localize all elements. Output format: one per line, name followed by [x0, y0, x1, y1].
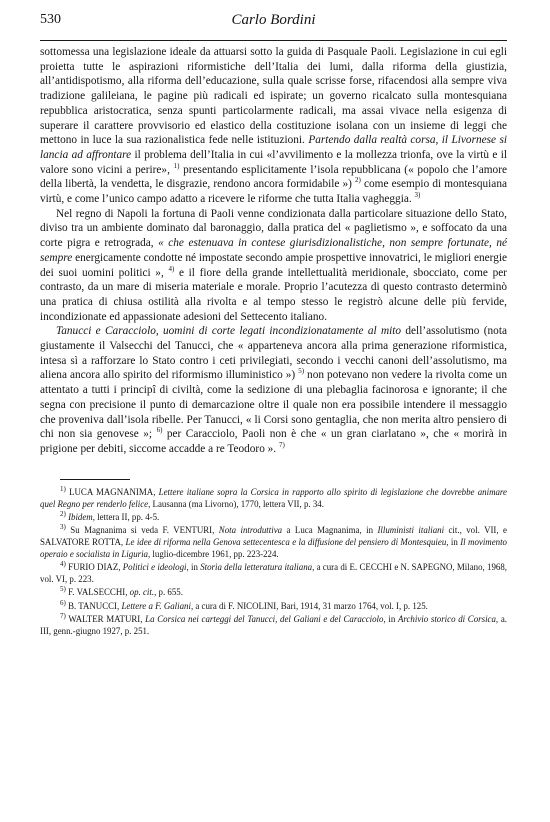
text-run: per Caracciolo, Paoli non è che « un gran ciarlatano », che « morirà in prigione per debiti, siccome accadde a re Teodoro ».	[40, 428, 507, 455]
italic-text: Archivio storico di Corsica	[397, 613, 496, 624]
running-head: Carlo Bordini	[231, 12, 316, 28]
italic-text: Nota introduttiva	[218, 524, 283, 535]
text-run: FURIO DIAZ,	[65, 562, 123, 573]
paragraph	[40, 45, 507, 207]
text-run: , Lausanna (ma Livorno), 1770, lettera VII, p. 34.	[148, 498, 324, 509]
italic-text: Illuministi italiani	[377, 524, 445, 535]
text-run: , in	[186, 562, 201, 573]
text-run: , a cura di E. CECCHI e N. SAPEGNO, Milano, 1968, vol. VI, p. 223.	[40, 562, 508, 585]
text-run: dell’assolutismo (nota giustamente il Valsecchi del Tanucci, che « apparteneva ancora alla prima generazione riformistica, intesa sì a rafforzare lo Stato contro i ceti privilegiati, secondo i vecchi canoni dell’assolutismo, ma aliena ancora allo spirito del riformismo illuministico »)	[40, 325, 507, 382]
note-marker: 2)	[60, 509, 66, 518]
note-marker: 3)	[414, 191, 421, 200]
text-run: non potevano non vedere la rivolta come un attentato a tutti i principî di civiltà, come la sedizione di una plebaglia facinorosa e ignorante; il che segna con precisione il punto di demarcazione oltre il quale non era possibile intendere il messaggio che proveniva dall’isola ribelle. Per Tanucci, « li Corsi sono gentaglia, che non merita altro pensiero di chi non sia genovese »;	[40, 369, 507, 441]
italic-text: Partendo dalla realtà corsa, il Livornese si lancia ad affrontare	[40, 134, 507, 161]
text-run: cit., vol. VII, e SALVATORE ROTTA,	[40, 524, 507, 548]
text-run: Su Magnanima si veda F. VENTURI,	[65, 524, 219, 535]
note-marker: 3)	[60, 523, 66, 531]
body-text	[40, 45, 507, 457]
text-run: B. TANUCCI,	[65, 600, 122, 611]
note-marker: 7)	[60, 611, 66, 620]
footnote	[40, 613, 507, 637]
note-marker: 6)	[156, 426, 163, 435]
italic-text: Ibidem	[68, 511, 93, 522]
paragraph	[40, 207, 507, 325]
text-run: , a. III, genn.-giugno 1927, p. 251.	[40, 613, 507, 636]
italic-text: Tanucci e Caracciolo, uomini di corte legati incondizionatamente al mito	[56, 325, 402, 338]
italic-text: Le idee di riforma nella Genova settecentesca e la diffusione del pensiero di Montesquieu	[125, 537, 447, 548]
text-run: Nel regno di Napoli la fortuna di Paoli venne condizionata dalla particolare situazione dello Stato, diviso tra un ambiente dominato dal baronaggio, dalla pratica del « paglietismo », e soffocato da una corte pigra e retrograda,	[40, 207, 507, 250]
italic-text: Lettere italiane sopra la Corsica in rapporto allo spirito di legislazione che dovrebbe animare quel Regno per renderlo felice	[40, 486, 507, 509]
italic-text: Lettere a F. Galiani	[121, 600, 191, 611]
note-marker: 4)	[60, 560, 66, 569]
text-run: e il fiore della grande intellettualità meridionale, sbocciato, come per contrasto, da un mare di miseria materiale e morale. Proprio l’acutezza di questo contrasto determinò una pratica di chiusa ostilità alla rivolta e al tempo stesso le registrò alcune delle più fervide, incondizionate ed appassionate adesioni del Settecento italiano.	[40, 266, 507, 323]
note-marker: 5)	[60, 585, 66, 594]
footnote	[40, 511, 507, 523]
text-run: energicamente condotte né impostate secondo ampie prospettive innovatrici, le migliori energie dei suoi uomini politici »,	[40, 251, 507, 279]
text-run: , p. 655.	[154, 587, 183, 598]
note-marker: 6)	[60, 598, 66, 607]
header-rule	[40, 40, 507, 41]
note-marker: 2)	[355, 176, 361, 185]
italic-text: Storia della letteratura italiana	[200, 562, 313, 573]
text-run: , in	[383, 613, 398, 624]
text-run: , a cura di F. NICOLINI, Bari, 1914, 31 marzo 1764, vol. I, p. 125.	[190, 600, 428, 611]
text-run: presentando esplicitamente l’isola repubblicana (« popolo che l’amore della libertà, la vendetta, le disgrazie, rendono ancora formidabile »)	[40, 163, 507, 191]
text-run: WALTER MATURI,	[65, 613, 146, 624]
italic-text: La Corsica nei carteggi del Tanucci, del Galiani e del Caracciolo	[145, 613, 384, 624]
text-run: , luglio-dicembre 1961, pp. 223-224.	[147, 549, 279, 560]
text-run: LUCA MAGNANIMA,	[65, 486, 159, 497]
italic-text: op. cit.	[129, 587, 155, 598]
italic-text: « che estenuava in contese giurisdizionalistiche, non sempre fortunate, né sempre	[40, 237, 507, 264]
text-run: sottomessa una legislazione ideale da attuarsi sotto la guida di Pasquale Paoli. Legislazione in cui egli proietta tutte le aspirazioni riformistiche dell’Italia dei lumi, dalla riforma della giustizia, all’antidispotismo, alla riforma dell’educazione, sulla quale scrisse forse, rifacendosi alla sempre viva tradizione galileiana, le pagine più radicali ed ispirate; un governo ricalcato sulla montesquiana repubblica aristocratica, senza spunti particolarmente radicali, ma assai vivace nella esigenza di superare il carattere provvisorio ed elastico della costituzione isolana con un insieme di leggi che mettono in luce la sua razionalistica fede nelle istituzioni.	[40, 46, 507, 147]
italic-text: Politici e ideologi	[122, 562, 187, 573]
text-run: il problema dell’Italia in cui «l’avvilimento e la mollezza trionfa, ove la virtù e il valore sono vicini a perire»,	[40, 148, 507, 176]
text-run: a Luca Magnanima, in	[282, 524, 378, 535]
text-run: F. VALSECCHI,	[65, 587, 130, 598]
footnote	[40, 524, 507, 560]
note-marker: 4)	[168, 264, 175, 273]
italic-text: Il movimento operaio e socialista in Liguria	[40, 537, 507, 560]
footnote	[40, 586, 507, 598]
note-marker: 5)	[298, 367, 305, 376]
text-run: , lettera II, pp. 4-5.	[92, 511, 160, 522]
page-header	[40, 12, 507, 34]
note-marker: 1)	[173, 161, 180, 170]
paragraph	[40, 324, 507, 456]
footnote	[40, 486, 507, 510]
note-marker: 7)	[278, 441, 285, 450]
footnote-rule	[60, 479, 130, 480]
text-run: come esempio di montesquiana virtù, e come l’unico campo adatto a ricevere le riforme che tutta Italia vagheggia.	[40, 178, 507, 206]
footnotes	[40, 486, 507, 637]
footnote	[40, 600, 507, 612]
page-number: 530	[40, 12, 61, 27]
note-marker: 1)	[60, 484, 66, 493]
text-run: , in	[446, 537, 461, 548]
footnote	[40, 561, 507, 585]
